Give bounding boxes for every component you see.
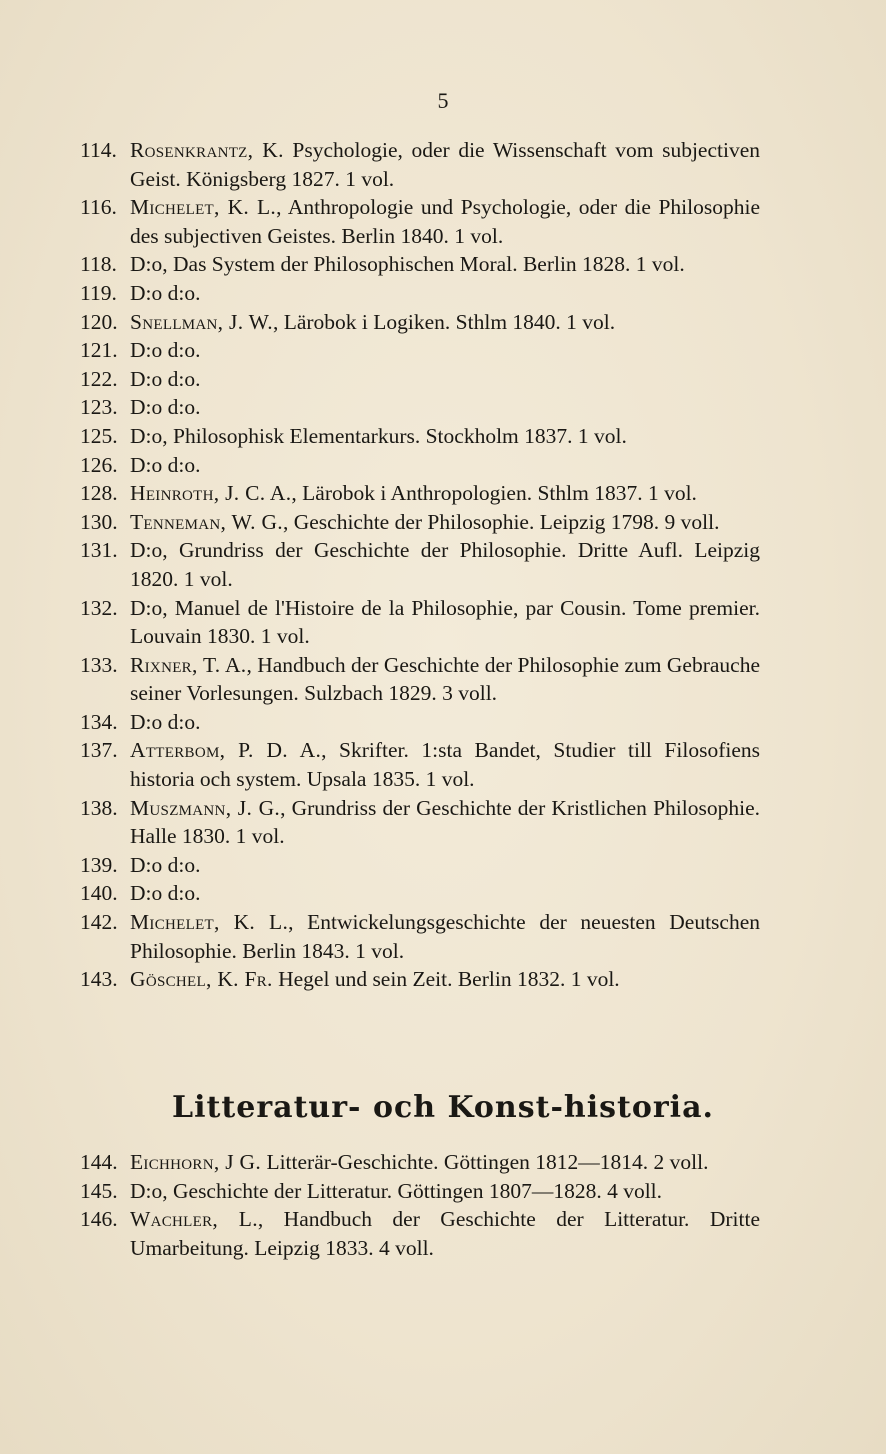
entry-author: Michelet, K. L. (130, 910, 289, 935)
entry-list-literature (80, 1148, 760, 1262)
entry-text (130, 965, 760, 994)
entry-text (130, 1205, 760, 1262)
entry-number: 125. (80, 423, 118, 448)
entry-text (130, 508, 760, 537)
entry-text (130, 908, 760, 965)
entry-text (130, 479, 760, 508)
entry-number: 119. (80, 280, 117, 305)
entry-text (130, 422, 760, 451)
entry-number: 130. (80, 509, 118, 534)
list-item (80, 908, 760, 965)
entry-number: 114. (80, 138, 117, 162)
entry-number: 142. (80, 910, 118, 935)
entry-number: 123. (80, 395, 118, 420)
entry-text (130, 451, 760, 480)
entry-title: D:o, Geschichte der Litteratur. Göttingen 1807—1828. 4 voll. (130, 1178, 663, 1203)
entry-text (130, 851, 760, 880)
entry-title: , Geschichte der Philosophie. Leipzig 1798. 9 voll. (282, 509, 720, 534)
entry-text (130, 279, 760, 308)
page-number: 5 (437, 88, 449, 113)
section-heading: Litteratur- och Konst-historia. (172, 1090, 714, 1125)
entry-number: 132. (80, 595, 118, 620)
entry-title: , Handbuch der Geschichte der Philosophie zum Gebrauche seiner Vorlesungen. Sulzbach 1829. 3 voll. (130, 652, 760, 706)
entry-text (130, 250, 760, 279)
entry-title: Litterär-Geschichte. Göttingen 1812—1814. 2 voll. (261, 1150, 709, 1174)
list-item (80, 279, 760, 308)
entry-text (130, 536, 760, 593)
list-item (80, 879, 760, 908)
entry-title: , Entwickelungsgeschichte der neuesten Deutschen Philosophie. Berlin 1843. 1 vol. (130, 910, 760, 963)
entry-author: Wachler, L. (130, 1207, 258, 1232)
entry-title: D:o d:o. (130, 280, 201, 305)
entry-title: Hegel und sein Zeit. Berlin 1832. 1 vol. (272, 967, 620, 992)
entry-title: D:o d:o. (130, 452, 201, 477)
entry-author: Rixner, T. A. (130, 652, 247, 677)
entry-title: , Lärobok i Logiken. Sthlm 1840. 1 vol. (272, 309, 616, 334)
entry-number: 140. (80, 881, 118, 906)
entry-text (130, 736, 760, 793)
entry-title: D:o, Manuel de l'Histoire de la Philosophie, par Cousin. Tome premier. Louvain 1830. 1 vol. (130, 595, 760, 649)
list-item (80, 1177, 760, 1206)
entry-text (130, 594, 760, 651)
entry-author: Michelet, K. L. (130, 195, 277, 220)
entry-title: D:o d:o. (130, 881, 201, 906)
entry-text (130, 1148, 760, 1177)
list-item (80, 1205, 760, 1262)
list-item (80, 250, 760, 279)
entry-title: , Grundriss der Geschichte der Kristlichen Philosophie. Halle 1830. 1 vol. (130, 795, 760, 849)
list-item (80, 594, 760, 651)
entry-number: 128. (80, 481, 118, 506)
entry-text (130, 308, 760, 337)
entry-number: 138. (80, 795, 118, 820)
list-item (80, 365, 760, 394)
entry-author: Atterbom, P. D. A. (130, 738, 322, 763)
list-item (80, 336, 760, 365)
entry-title: D:o d:o. (130, 852, 201, 877)
list-item (80, 708, 760, 737)
entry-text (130, 365, 760, 394)
entry-title: Psychologie, oder die Wissenschaft vom subjectiven Geist. Königsberg 1827. 1 vol. (130, 138, 760, 191)
entry-text (130, 794, 760, 851)
entry-number: 143. (80, 967, 118, 992)
entry-number: 126. (80, 452, 118, 477)
entry-number: 120. (80, 309, 118, 334)
entry-text (130, 1177, 760, 1206)
entry-author: Snellman, J. W. (130, 309, 273, 334)
list-item (80, 794, 760, 851)
entry-title: D:o, Grundriss der Geschichte der Philosophie. Dritte Aufl. Leipzig 1820. 1 vol. (130, 538, 760, 591)
entry-text (130, 651, 760, 708)
entry-author: Muszmann, J. G. (130, 795, 281, 820)
entry-title: D:o d:o. (130, 709, 201, 734)
entry-title: D:o, Das System der Philosophischen Moral. Berlin 1828. 1 vol. (130, 252, 685, 277)
entry-number: 116. (80, 195, 117, 220)
entry-author: Eichhorn, J G. (130, 1150, 262, 1174)
entry-number: 137. (80, 738, 118, 763)
entry-number: 134. (80, 709, 118, 734)
entry-author: Göschel, K. Fr. (130, 967, 273, 992)
entry-text (130, 393, 760, 422)
entry-title: , Anthropologie und Psychologie, oder die Philosophie des subjectiven Geistes. Berlin 1840. 1 vol. (130, 195, 761, 248)
entry-number: 131. (80, 538, 118, 563)
entry-title: D:o d:o. (130, 395, 201, 420)
list-item (80, 479, 760, 508)
list-item (80, 451, 760, 480)
list-item (80, 1148, 760, 1177)
entry-number: 144. (80, 1150, 118, 1174)
list-item (80, 851, 760, 880)
entry-number: 145. (80, 1178, 118, 1203)
list-item (80, 536, 760, 593)
entry-title: D:o, Philosophisk Elementarkurs. Stockholm 1837. 1 vol. (130, 423, 627, 448)
entry-list (80, 136, 760, 994)
entry-title: D:o d:o. (130, 338, 201, 363)
list-item (80, 136, 760, 193)
entry-author: Tenneman, W. G. (130, 509, 283, 534)
entry-text (130, 193, 760, 250)
entry-number: 133. (80, 652, 118, 677)
entry-number: 122. (80, 366, 118, 391)
list-item (80, 393, 760, 422)
entry-number: 139. (80, 852, 118, 877)
entry-title: D:o d:o. (130, 366, 201, 391)
entry-title: , Lärobok i Anthropologien. Sthlm 1837. 1 vol. (291, 481, 697, 506)
list-item (80, 965, 760, 994)
entry-text (130, 879, 760, 908)
entry-title: , Skrifter. 1:sta Bandet, Studier till Filosofiens historia och system. Upsala 1835. 1 vol. (130, 738, 760, 792)
entry-author: Heinroth, J. C. A. (130, 481, 292, 506)
entry-text (130, 708, 760, 737)
list-item (80, 508, 760, 537)
list-item (80, 422, 760, 451)
list-item (80, 651, 760, 708)
list-item (80, 308, 760, 337)
entry-text (130, 336, 760, 365)
list-item (80, 736, 760, 793)
entry-author: Rosenkrantz, K. (130, 138, 284, 162)
entry-number: 146. (80, 1207, 118, 1232)
entry-text (130, 136, 760, 193)
list-item (80, 193, 760, 250)
entry-number: 121. (80, 338, 118, 363)
entry-number: 118. (80, 252, 117, 277)
entry-title: , Handbuch der Geschichte der Litteratur. Dritte Umarbeitung. Leipzig 1833. 4 voll. (130, 1207, 760, 1260)
